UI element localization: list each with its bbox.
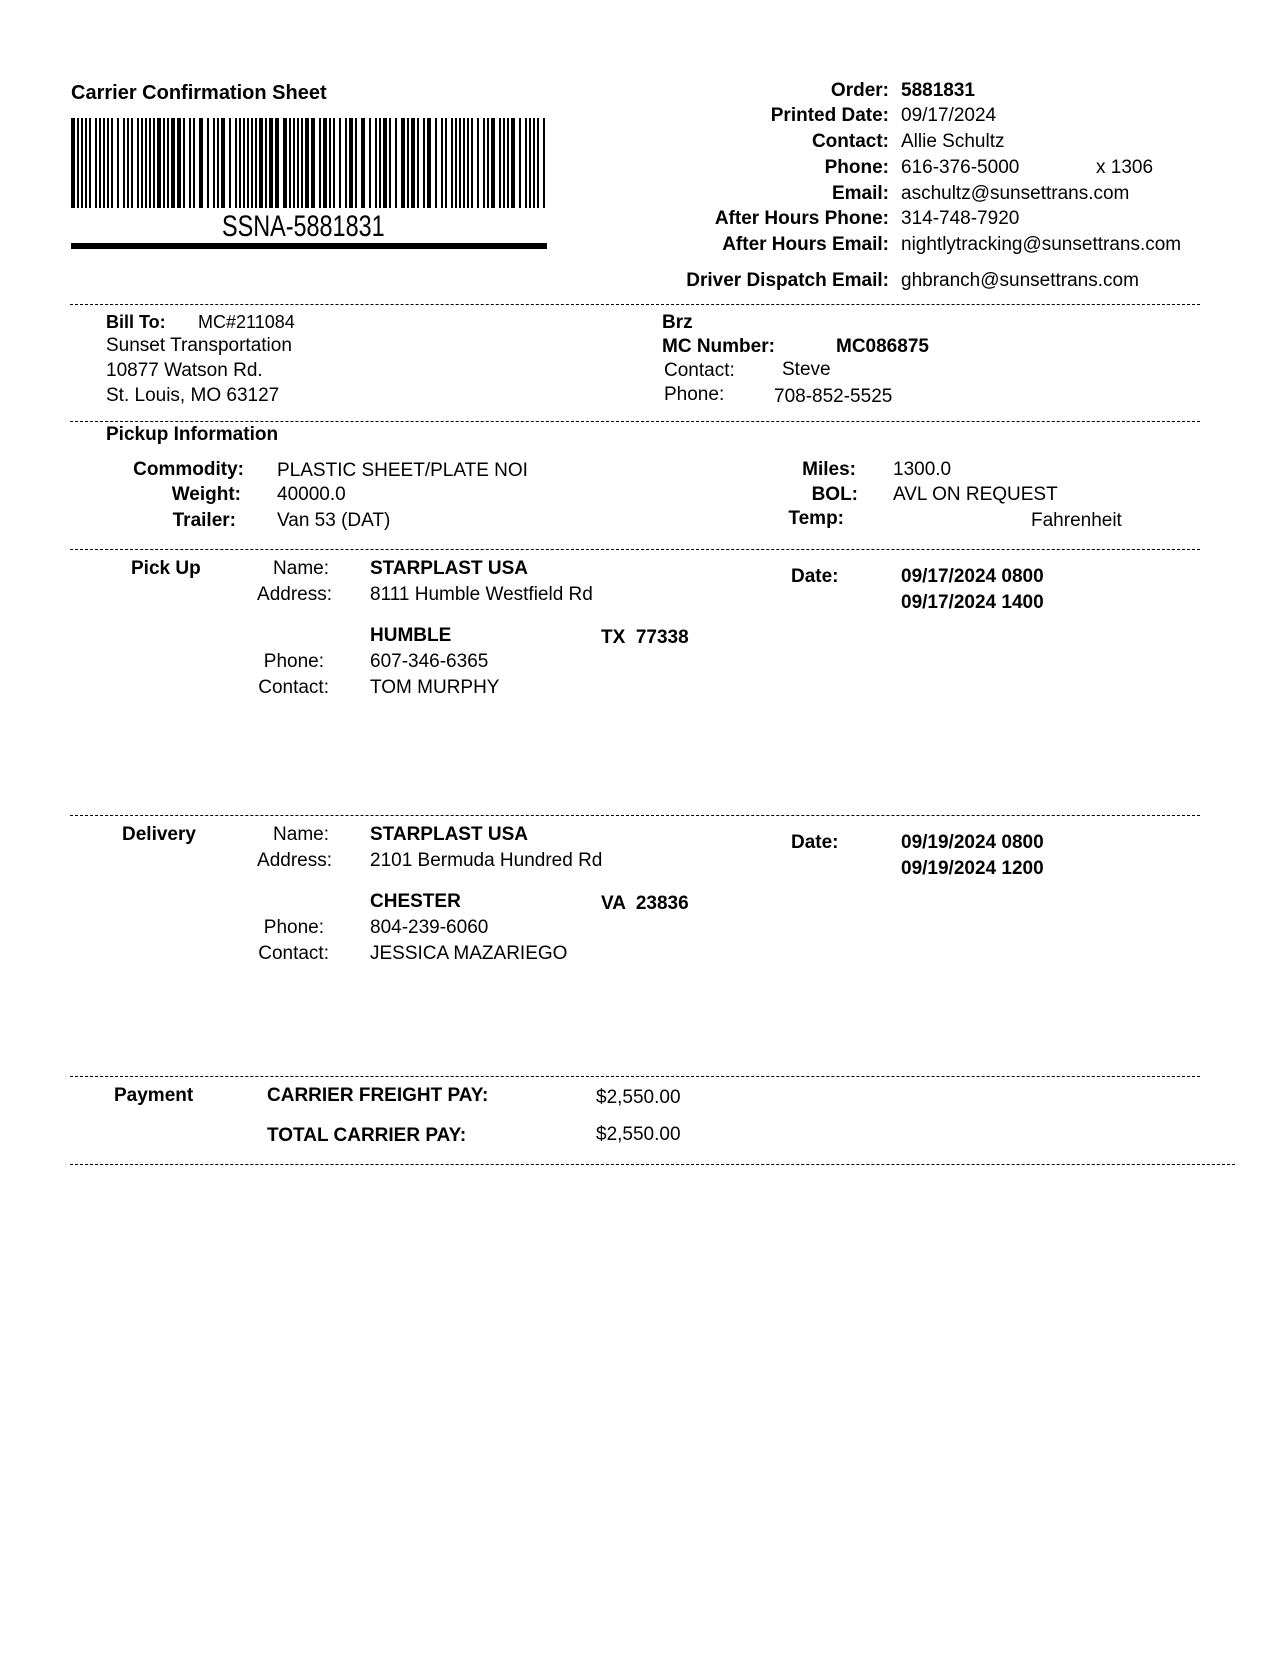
delivery-date-start: 09/19/2024 0800 — [901, 832, 1044, 853]
barcode-bar — [345, 118, 347, 208]
delivery-state-zip: VA 23836 — [601, 893, 689, 914]
pickup-address-value: 8111 Humble Westfield Rd — [370, 584, 593, 605]
bol-label: BOL: — [811, 484, 858, 505]
email-label: Email: — [831, 183, 889, 204]
barcode-bar — [451, 118, 453, 208]
pickup-contact-label: Contact: — [258, 677, 329, 698]
barcode-bar — [269, 118, 273, 208]
barcode-bar — [339, 118, 341, 208]
barcode-bar — [423, 118, 425, 208]
pickup-info-heading: Pickup Information — [106, 424, 279, 445]
pickup-contact-value: TOM MURPHY — [370, 677, 500, 698]
order-number: 5881831 — [901, 80, 975, 101]
barcode-bar — [183, 118, 185, 208]
email-value: aschultz@sunsettrans.com — [901, 183, 1130, 204]
barcode-bar — [199, 118, 203, 208]
delivery-section-label: Delivery — [122, 824, 196, 845]
barcode-bar — [407, 118, 409, 208]
barcode-bar — [141, 118, 143, 208]
barcode-bar — [193, 118, 195, 208]
barcode-bar — [355, 118, 357, 208]
after-hours-email-value: nightlytracking@sunsettrans.com — [901, 234, 1182, 255]
barcode-bar — [243, 118, 245, 208]
barcode-bar — [221, 118, 225, 208]
delivery-name-label: Name: — [273, 824, 329, 845]
barcode-bar — [111, 118, 113, 208]
weight-label: Weight: — [171, 484, 241, 505]
freight-pay-value: $2,550.00 — [596, 1087, 681, 1108]
barcode-bar — [319, 118, 321, 208]
divider — [70, 421, 1200, 422]
barcode-bar — [375, 118, 377, 208]
barcode-bar — [283, 118, 287, 208]
barcode-bar — [383, 118, 387, 208]
barcode-bar — [171, 118, 175, 208]
trailer-value: Van 53 (DAT) — [277, 510, 391, 531]
pickup-phone-value: 607-346-6365 — [370, 651, 489, 672]
barcode-bar — [107, 118, 109, 208]
barcode-bar — [77, 118, 79, 208]
temp-value: Fahrenheit — [1031, 510, 1122, 531]
pickup-name-value: STARPLAST USA — [370, 558, 528, 579]
barcode-bar — [167, 118, 169, 208]
barcode-bar — [499, 118, 501, 208]
barcode-bar — [217, 118, 219, 208]
barcode-bar — [435, 118, 437, 208]
order-label: Order: — [830, 80, 889, 101]
barcode-bar — [323, 118, 327, 208]
barcode-bar — [329, 118, 331, 208]
barcode-bar — [487, 118, 489, 208]
barcode-bar — [511, 118, 515, 208]
barcode-bar — [289, 118, 291, 208]
total-pay-value: $2,550.00 — [596, 1124, 681, 1145]
bill-to-mc: MC#211084 — [198, 312, 295, 332]
pickup-city: HUMBLE — [370, 625, 452, 646]
barcode-bar — [427, 118, 431, 208]
barcode-bar — [163, 118, 165, 208]
barcode-bar — [137, 118, 139, 208]
delivery-name-value: STARPLAST USA — [370, 824, 528, 845]
bill-to-city: St. Louis, MO 63127 — [106, 385, 280, 406]
barcode-bar — [117, 118, 119, 208]
barcode-bar — [255, 118, 257, 208]
barcode-bar — [71, 118, 75, 208]
printed-date-label: Printed Date: — [770, 105, 889, 126]
carrier-phone-label: Phone: — [664, 384, 725, 405]
pickup-date-end: 09/17/2024 1400 — [901, 592, 1044, 613]
divider — [70, 815, 1200, 816]
pickup-state-zip: TX 77338 — [601, 627, 689, 648]
barcode-bar — [123, 118, 125, 208]
pickup-phone-label: Phone: — [263, 651, 324, 672]
barcode-bar — [455, 118, 457, 208]
driver-dispatch-label: Driver Dispatch Email: — [686, 270, 889, 291]
bill-to-label: Bill To: — [106, 312, 166, 332]
delivery-city: CHESTER — [370, 891, 461, 912]
barcode-bar — [349, 118, 353, 208]
miles-label: Miles: — [802, 459, 856, 480]
barcode-bar — [491, 118, 495, 208]
after-hours-phone-label: After Hours Phone: — [714, 208, 889, 229]
barcode-bar — [177, 118, 181, 208]
barcode-bar — [149, 118, 151, 208]
carrier-mc-label: MC Number: — [662, 336, 775, 357]
barcode-bar — [157, 118, 161, 208]
barcode-bar — [401, 118, 405, 208]
delivery-address-label: Address: — [257, 850, 332, 871]
barcode-bar — [189, 118, 191, 208]
barcode-bar — [259, 118, 263, 208]
barcode-bar — [207, 118, 209, 208]
driver-dispatch-value: ghbranch@sunsettrans.com — [901, 270, 1139, 291]
trailer-label: Trailer: — [172, 510, 236, 531]
barcode-bar — [463, 118, 465, 208]
miles-value: 1300.0 — [893, 459, 952, 480]
delivery-address-value: 2101 Bermuda Hundred Rd — [370, 850, 603, 871]
divider — [70, 1164, 1235, 1165]
pickup-name-label: Name: — [273, 558, 329, 579]
carrier-contact-label: Contact: — [664, 360, 735, 381]
bill-to-address: 10877 Watson Rd. — [106, 360, 263, 381]
pickup-section-label: Pick Up — [131, 558, 201, 579]
barcode-bar — [305, 118, 309, 208]
bill-to-name: Sunset Transportation — [106, 335, 292, 356]
barcode-bar — [529, 118, 531, 208]
barcode-bar — [533, 118, 535, 208]
barcode-bar — [293, 118, 295, 208]
barcode-bar — [361, 118, 365, 208]
phone-extension: x 1306 — [1096, 157, 1154, 178]
after-hours-phone-value: 314-748-7920 — [901, 208, 1020, 229]
barcode-bar — [477, 118, 479, 208]
weight-value: 40000.0 — [277, 484, 346, 505]
barcode-bar — [213, 118, 215, 208]
delivery-contact-value: JESSICA MAZARIEGO — [370, 943, 568, 964]
pickup-address-label: Address: — [257, 584, 332, 605]
barcode-bar — [229, 118, 231, 208]
barcode-bar — [239, 118, 241, 208]
barcode-bar — [369, 118, 371, 208]
carrier-phone-value: 708-852-5525 — [774, 386, 893, 407]
barcode-bar — [467, 118, 469, 208]
barcode-bar — [297, 118, 299, 208]
total-pay-label: TOTAL CARRIER PAY: — [267, 1125, 467, 1146]
barcode-bar — [103, 118, 105, 208]
barcode-bar — [251, 118, 253, 208]
barcode-bar — [85, 118, 87, 208]
barcode-bar — [99, 118, 101, 208]
barcode-bar — [483, 118, 485, 208]
commodity-value: PLASTIC SHEET/PLATE NOI — [277, 460, 528, 481]
barcode-bar — [507, 118, 509, 208]
barcode-bar — [459, 118, 461, 208]
barcode-caption: SSNA-5881831 — [222, 210, 385, 243]
barcode-bar — [89, 118, 91, 208]
after-hours-email-label: After Hours Email: — [722, 234, 889, 255]
barcode-bar — [441, 118, 443, 208]
barcode-bar — [395, 118, 397, 208]
barcode-bar — [153, 118, 155, 208]
phone-label: Phone: — [824, 157, 889, 178]
divider — [70, 1076, 1200, 1077]
contact-value: Allie Schultz — [901, 131, 1005, 152]
barcode-bar — [301, 118, 303, 208]
barcode-bar — [543, 118, 545, 208]
carrier-mc-value: MC086875 — [836, 336, 929, 357]
pickup-date-label: Date: — [791, 566, 839, 587]
barcode-bar — [131, 118, 133, 208]
delivery-phone-label: Phone: — [263, 917, 324, 938]
barcode-bar — [379, 118, 381, 208]
divider — [70, 304, 1200, 305]
barcode-bar — [275, 118, 279, 208]
document-title: Carrier Confirmation Sheet — [71, 82, 327, 104]
carrier-contact-value: Steve — [782, 359, 831, 380]
printed-date-value: 09/17/2024 — [901, 105, 997, 126]
contact-label: Contact: — [811, 131, 889, 152]
barcode-bar — [471, 118, 473, 208]
barcode-bar — [235, 118, 237, 208]
phone-value: 616-376-5000 — [901, 157, 1020, 178]
barcode-bar — [95, 118, 97, 208]
commodity-label: Commodity: — [133, 459, 244, 480]
delivery-date-end: 09/19/2024 1200 — [901, 858, 1044, 879]
delivery-contact-label: Contact: — [258, 943, 329, 964]
pickup-date-start: 09/17/2024 0800 — [901, 566, 1044, 587]
barcode-bar — [503, 118, 505, 208]
barcode-image — [71, 118, 547, 208]
barcode-underline — [71, 243, 547, 249]
bol-value: AVL ON REQUEST — [893, 484, 1058, 505]
barcode-bar — [519, 118, 521, 208]
barcode-bar — [417, 118, 419, 208]
divider — [70, 549, 1200, 550]
barcode-bar — [265, 118, 267, 208]
barcode-bar — [127, 118, 129, 208]
barcode-bar — [411, 118, 415, 208]
barcode-bar — [333, 118, 335, 208]
barcode-bar — [81, 118, 83, 208]
payment-section-label: Payment — [114, 1085, 194, 1106]
barcode-bar — [389, 118, 391, 208]
delivery-phone-value: 804-239-6060 — [370, 917, 489, 938]
barcode-bar — [247, 118, 249, 208]
barcode-bar — [525, 118, 527, 208]
delivery-date-label: Date: — [791, 832, 839, 853]
barcode-bar — [537, 118, 539, 208]
carrier-name: Brz — [662, 312, 693, 333]
temp-label: Temp: — [788, 508, 844, 529]
freight-pay-label: CARRIER FREIGHT PAY: — [267, 1085, 489, 1106]
barcode-bar — [445, 118, 447, 208]
barcode-bar — [145, 118, 147, 208]
barcode-bar — [311, 118, 315, 208]
